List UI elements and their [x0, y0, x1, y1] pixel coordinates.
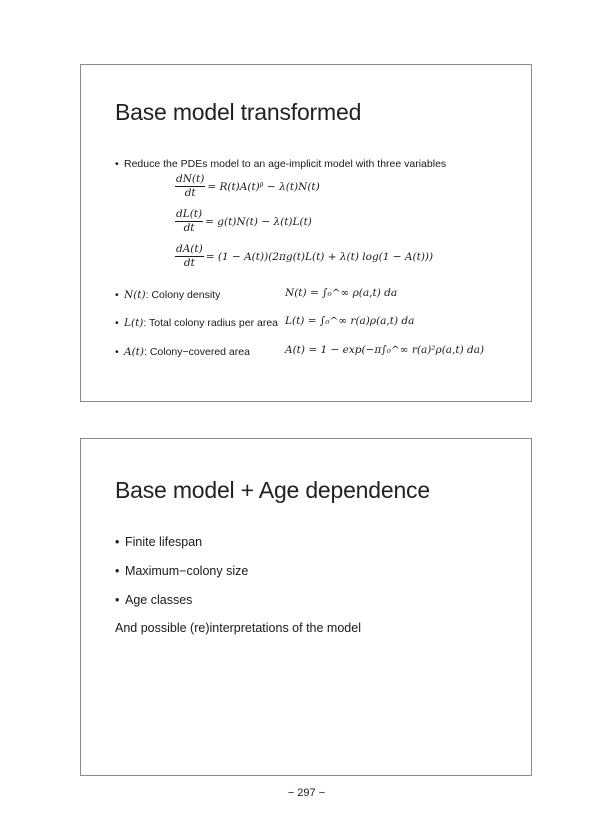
equation-rhs: = R(t)A(t)ᵝ − λ(t)N(t) — [207, 180, 320, 193]
formula-L: L(t) = ∫₀^∞ r(a)ρ(a,t) da — [285, 315, 415, 327]
definition-L: • L(t): Total colony radius per area — [115, 317, 279, 329]
bullet-maximum-colony-size: • Maximum−colony size — [115, 564, 249, 578]
bullet-text: Reduce the PDEs model to an age-implicit model with three variables — [124, 158, 447, 170]
slide-base-model-transformed — [80, 64, 532, 402]
slide-title: Base model + Age dependence — [115, 477, 430, 503]
definition-N: • N(t): Colony density — [115, 289, 221, 301]
equation-dN: $\frac{dN(t)}{dt}$ = R(t)A(t)ᵝ − λ(t)N(t) — [176, 173, 320, 199]
bullet-finite-lifespan: • Finite lifespan — [115, 535, 203, 549]
definition-A: • A(t): Colony−covered area — [115, 346, 250, 358]
page-number: − 297 − — [287, 787, 326, 799]
slide-base-model-age-dependence — [80, 438, 532, 776]
bullet-intro: • Reduce the PDEs model to an age-implicit model with three variables — [115, 158, 447, 170]
equation-dA: $\frac{dA(t)}{dt}$ = (1 − A(t))(2πg(t)L(t) + λ(t) log(1 − A(t))) — [176, 243, 434, 269]
bullet-age-classes: • Age classes — [115, 593, 193, 607]
formula-A: A(t) = 1 − exp(−π∫₀^∞ r(a)²ρ(a,t) da) — [285, 344, 485, 356]
equation-rhs: = g(t)N(t) − λ(t)L(t) — [205, 215, 312, 228]
equation-dL: $\frac{dL(t)}{dt}$ = g(t)N(t) − λ(t)L(t) — [176, 208, 312, 234]
formula-N: N(t) = ∫₀^∞ ρ(a,t) da — [285, 287, 398, 299]
slide-title: Base model transformed — [115, 99, 362, 125]
closing-text: And possible (re)interpretations of the model — [115, 621, 361, 635]
equation-rhs: = (1 − A(t))(2πg(t)L(t) + λ(t) log(1 − A(t))) — [205, 250, 434, 263]
